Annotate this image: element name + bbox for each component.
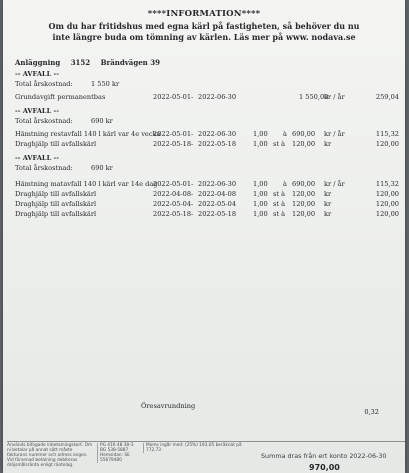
item-unit: kr / år [324, 130, 345, 138]
item-per: à [283, 130, 287, 138]
line-item [15, 130, 399, 140]
item-quantity: 1,00 [253, 190, 268, 198]
item-price: 120,00 [292, 140, 316, 148]
giro-numbers: PG 416 48 38-3 BG 538-5887 Hemsidan: SE 55679480 [97, 443, 140, 463]
item-date-to: 2022-04-08 [198, 190, 237, 198]
item-unit: kr [324, 190, 332, 198]
item-amount: 115,32 [375, 130, 399, 138]
item-per: st à [273, 200, 286, 208]
item-date-from: 2022-04-08 [153, 190, 192, 198]
item-amount: 120,00 [375, 140, 399, 148]
item-amount: 120,00 [375, 200, 399, 208]
item-date-to: 2022-06-30 [198, 180, 237, 188]
annual-cost-value: 1 550 kr [91, 80, 120, 88]
item-description: Draghjälp till avfallskärl [15, 200, 97, 208]
item-date-from: 2022-05-01 [153, 93, 192, 101]
item-amount: 120,00 [375, 210, 399, 218]
item-per: st à [273, 210, 286, 218]
annual-cost-row [15, 80, 399, 90]
date-separator: - [191, 140, 194, 148]
vat-info: Moms ingår med: (25%) 193,05 beräknat på 772,73 [143, 443, 256, 453]
item-description: Draghjälp till avfallskärl [15, 140, 97, 148]
information-heading: ****INFORMATION**** [147, 9, 261, 19]
invoice-page [3, 0, 405, 473]
item-description: Hämtning matavfall 140 l kärl var 14e dag [15, 180, 158, 188]
section-title: -- AVFALL -- [15, 107, 59, 115]
item-description: Hämtning restavfall 140 l kärl var 4e vecka [15, 130, 161, 138]
item-date-to: 2022-05-18 [198, 140, 237, 148]
date-separator: - [191, 190, 194, 198]
date-separator: - [191, 180, 194, 188]
item-price: 690,00 [292, 130, 316, 138]
item-per: st à [273, 190, 286, 198]
annual-cost-row [15, 117, 399, 127]
rounding-label: Öresavrundning [141, 402, 196, 410]
item-date-from: 2022-05-18 [153, 140, 192, 148]
rounding-amount: 0,32 [364, 408, 379, 416]
date-separator: - [191, 130, 194, 138]
annual-cost-value: 690 kr [91, 117, 113, 125]
item-date-from: 2022-05-01 [153, 130, 192, 138]
item-quantity: 1,00 [253, 200, 268, 208]
item-per: à [283, 180, 287, 188]
line-item [15, 210, 399, 220]
item-quantity: 1,00 [253, 180, 268, 188]
line-item [15, 140, 399, 150]
item-description: Grundavgift permanentbas [15, 93, 106, 101]
item-price: 690,00 [292, 180, 316, 188]
item-unit: kr [324, 140, 332, 148]
item-price: 1 550,00 [299, 93, 329, 101]
annual-cost-row [15, 164, 399, 174]
item-per: st à [273, 140, 286, 148]
item-price: 120,00 [292, 210, 316, 218]
item-unit: kr [324, 210, 332, 218]
annual-cost-value: 690 kr [91, 164, 113, 172]
total-label: Summa dras från ert konto 2022-06-30 [261, 452, 387, 460]
item-date-to: 2022-06-30 [198, 130, 237, 138]
line-item [15, 190, 399, 200]
item-amount: 115,32 [375, 180, 399, 188]
facility-address: Brändvägen 39 [100, 58, 160, 67]
item-amount: 120,00 [375, 190, 399, 198]
item-quantity: 1,00 [253, 210, 268, 218]
line-item [15, 200, 399, 210]
item-date-from: 2022-05-18 [153, 210, 192, 218]
annual-cost-label: Total årskostnad: [15, 117, 73, 125]
footer-divider [7, 441, 405, 442]
facility-header [15, 58, 168, 67]
section-title: -- AVFALL -- [15, 70, 59, 78]
item-unit: kr / år [324, 180, 345, 188]
line-item [15, 93, 399, 103]
date-separator: - [191, 93, 194, 101]
item-date-to: 2022-06-30 [198, 93, 237, 101]
information-text-line-2: inte längre buda om tömning av kärlen. Läs mer på www. nodava.se [52, 32, 356, 42]
line-item [15, 180, 399, 190]
total-amount: 970,00 [309, 463, 340, 472]
facility-number: 3152 [70, 58, 91, 67]
item-date-from: 2022-05-01 [153, 180, 192, 188]
facility-label: Anläggning [15, 58, 61, 67]
section-title: -- AVFALL -- [15, 154, 59, 162]
annual-cost-label: Total årskostnad: [15, 80, 73, 88]
item-unit: kr / år [324, 93, 345, 101]
item-unit: kr [324, 200, 332, 208]
item-description: Draghjälp till avfallskärl [15, 190, 97, 198]
information-text-line-1: Om du har fritidshus med egna kärl på fastigheten, så behöver du nu [48, 21, 360, 31]
payment-instructions: Används bifogade inbetalningskort. Om ni betalar på annat sätt måste fakturans nummer och adress anges. Vid försenad betalning debiteras dröjsmålsränta enligt räntelag. [7, 443, 93, 468]
item-amount: 259,04 [375, 93, 399, 101]
item-price: 120,00 [292, 190, 316, 198]
item-date-to: 2022-05-18 [198, 210, 237, 218]
item-description: Draghjälp till avfallskärl [15, 210, 97, 218]
item-quantity: 1,00 [253, 130, 268, 138]
item-quantity: 1,00 [253, 140, 268, 148]
item-price: 120,00 [292, 200, 316, 208]
date-separator: - [191, 210, 194, 218]
item-date-to: 2022-05-04 [198, 200, 237, 208]
item-date-from: 2022-05-04 [153, 200, 192, 208]
date-separator: - [191, 200, 194, 208]
annual-cost-label: Total årskostnad: [15, 164, 73, 172]
